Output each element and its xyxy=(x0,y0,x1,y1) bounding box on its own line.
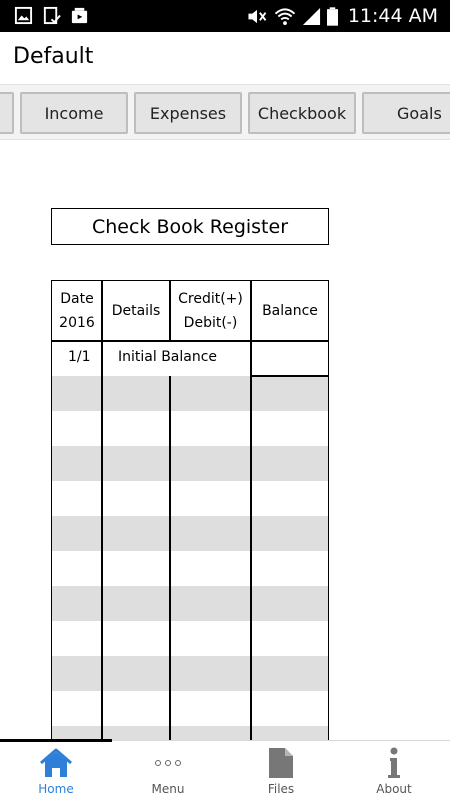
nav-about-label: About xyxy=(376,782,412,796)
system-icons xyxy=(246,5,438,27)
more-icon xyxy=(153,747,183,779)
table-row[interactable] xyxy=(52,481,328,516)
table-row[interactable] xyxy=(52,586,328,621)
header-details-label: Details xyxy=(111,303,161,319)
nav-menu-label: Menu xyxy=(151,782,185,796)
initial-row-date: 1/1 xyxy=(68,349,91,365)
header-debit: Debit(-) xyxy=(183,315,238,331)
nav-home[interactable] xyxy=(0,741,112,800)
notification-icons xyxy=(14,6,89,25)
column-divider xyxy=(101,281,103,740)
table-row[interactable] xyxy=(52,551,328,586)
header-divider xyxy=(52,340,328,342)
header-balance-label: Balance xyxy=(262,303,318,319)
info-icon xyxy=(387,747,401,779)
table-row[interactable] xyxy=(52,411,328,446)
mute-icon xyxy=(246,7,268,26)
nav-home-label: Home xyxy=(38,782,74,796)
header-credit: Credit(+) xyxy=(178,291,243,307)
header-details xyxy=(102,281,170,341)
balance-divider xyxy=(251,375,329,377)
gallery-icon xyxy=(14,6,33,25)
header-date-line2: 2016 xyxy=(59,315,95,331)
table-row[interactable] xyxy=(52,376,328,411)
bottom-nav xyxy=(0,740,450,800)
check-register-table[interactable] xyxy=(51,280,329,740)
register-title: Check Book Register xyxy=(51,208,329,245)
tab-goals[interactable]: Goals xyxy=(362,92,450,134)
table-row[interactable] xyxy=(52,446,328,481)
tab-partial[interactable] xyxy=(0,92,14,134)
header-balance xyxy=(251,281,329,341)
nav-about[interactable] xyxy=(338,741,450,800)
nav-files-label: Files xyxy=(267,782,295,796)
table-row[interactable] xyxy=(52,621,328,656)
header-date-line1: Date xyxy=(60,291,94,307)
tab-expenses[interactable]: Expenses xyxy=(134,92,242,134)
initial-row-label: Initial Balance xyxy=(118,349,218,365)
battery-icon xyxy=(327,7,338,26)
tasks-icon xyxy=(42,6,61,25)
nav-menu[interactable] xyxy=(112,741,224,800)
tab-checkbook[interactable]: Checkbook xyxy=(248,92,356,134)
tab-income[interactable]: Income xyxy=(20,92,128,134)
wifi-icon xyxy=(274,7,296,26)
initial-balance-value[interactable] xyxy=(257,349,323,369)
column-divider xyxy=(169,281,171,341)
column-divider xyxy=(250,281,252,740)
tab-strip[interactable] xyxy=(0,84,450,140)
table-row[interactable] xyxy=(52,691,328,726)
table-row[interactable] xyxy=(52,516,328,551)
header-date xyxy=(52,281,102,341)
photo-icon xyxy=(70,6,89,25)
header-amount xyxy=(170,281,251,341)
clock: 11:44 AM xyxy=(347,5,438,27)
status-bar xyxy=(0,0,450,32)
file-icon xyxy=(268,747,294,779)
page-title: Default xyxy=(13,44,94,69)
nav-files[interactable] xyxy=(225,741,337,800)
table-row[interactable] xyxy=(52,726,328,740)
column-divider xyxy=(169,376,171,740)
home-icon xyxy=(39,747,73,779)
table-row[interactable] xyxy=(52,656,328,691)
signal-icon xyxy=(302,7,321,26)
